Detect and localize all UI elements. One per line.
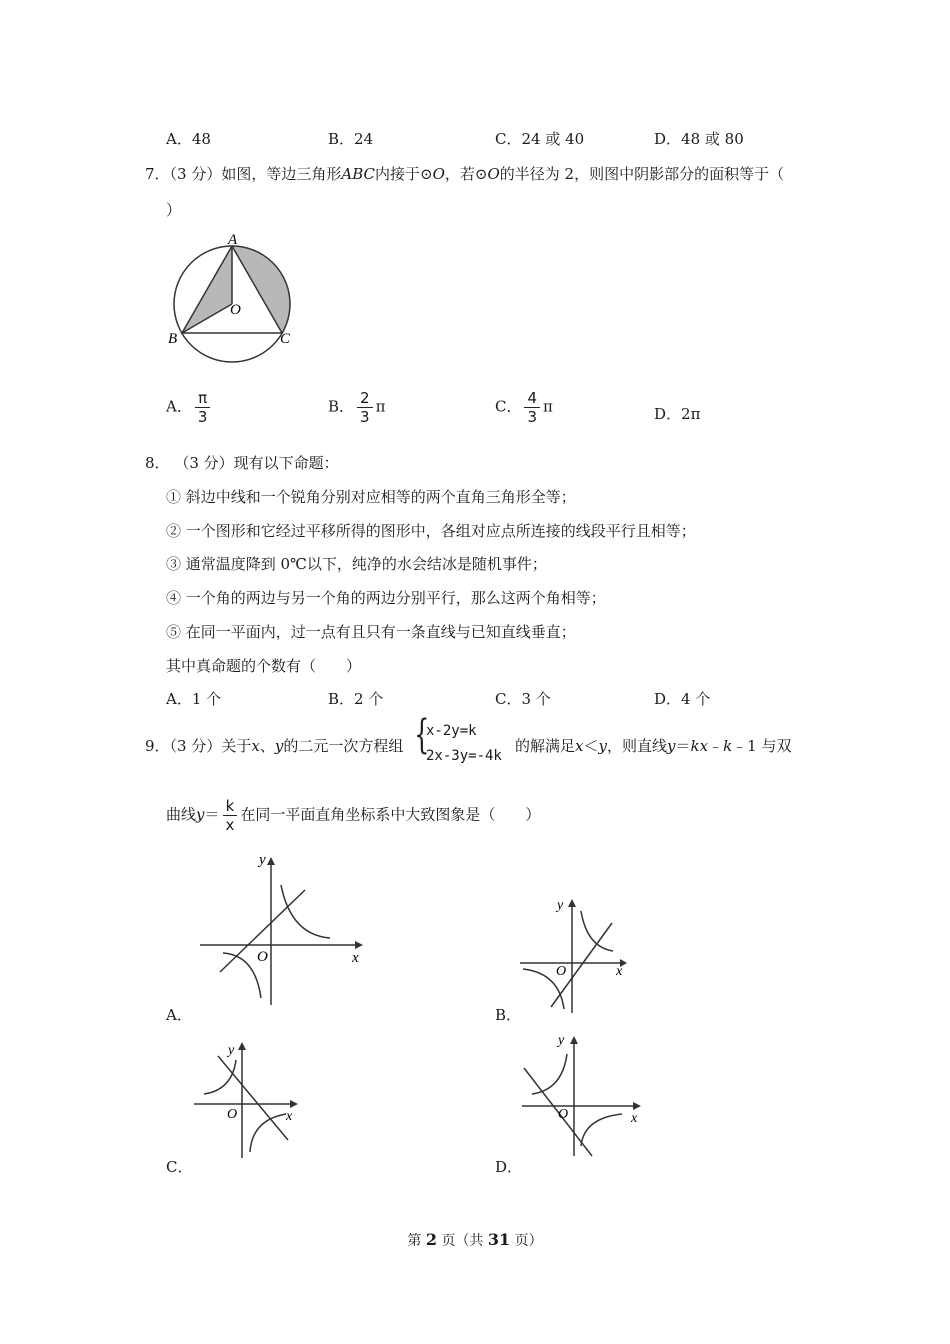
- graph-c-y-label: y: [228, 1043, 235, 1058]
- q8-item-3: ③ 通常温度降到 0℃以下，纯净的水会结冰是随机事件；: [166, 555, 547, 573]
- graph-a-origin-label: O: [257, 949, 268, 965]
- q7-shaded-segment: [232, 246, 290, 333]
- q9-graph-b: [515, 895, 635, 1015]
- graph-d-x-label: x: [631, 1111, 638, 1126]
- q7-option-b: B． $\frac{2}{3}$ π: [328, 389, 386, 426]
- q7-option-d: D．2π: [654, 405, 701, 423]
- graph-a-y-label: y: [259, 852, 266, 868]
- q9-graph-a: [195, 850, 370, 1010]
- page-footer: 第 2 页（共 31 页）: [407, 1230, 543, 1249]
- q9-equation-2: 2x-3y=-4k: [426, 748, 502, 764]
- q8-item-4: ④ 一个角的两边与另一个角的两边分别平行，那么这两个角相等；: [166, 589, 606, 607]
- q9-graph-d: [518, 1030, 648, 1160]
- q7-figure: [160, 228, 310, 374]
- q9-equation-1: x-2y=k: [426, 723, 477, 739]
- q8-option-a: A．1 个: [166, 690, 222, 708]
- q7-option-a: A． $\frac{\pi}{3}$: [166, 389, 213, 426]
- q8-question: 其中真命题的个数有（ ）: [166, 657, 362, 675]
- q9-graph-c: [190, 1040, 310, 1160]
- graph-b-origin-label: O: [556, 964, 567, 979]
- q7-label-c: C: [280, 331, 291, 347]
- q8-option-c: C．3 个: [495, 690, 551, 708]
- q8-stem: 8． （3 分）现有以下命题：: [145, 454, 339, 472]
- q6-option-b: B．24: [328, 130, 374, 148]
- q9-stem-part3: 曲线y＝ $\frac{k}{x}$ 在同一平面直角坐标系中大致图象是（ ）: [166, 797, 541, 834]
- q9-graph-b-label: B．: [495, 1006, 522, 1024]
- q7-stem-close: ）: [166, 201, 182, 219]
- graph-d-y-label: y: [558, 1033, 565, 1048]
- q8-item-5: ⑤ 在同一平面内，过一点有且只有一条直线与已知直线垂直；: [166, 623, 576, 641]
- q8-item-1: ① 斜边中线和一个锐角分别对应相等的两个直角三角形全等；: [166, 488, 576, 506]
- graph-b-y-label: y: [557, 898, 564, 913]
- q7-label-b: B: [168, 331, 178, 347]
- graph-a-x-label: x: [352, 950, 359, 966]
- q6-option-a: A．48: [166, 130, 211, 148]
- q9-graph-d-label: D．: [495, 1158, 523, 1176]
- q7-label-o: O: [230, 302, 241, 318]
- q6-option-c: C．24 或 40: [495, 130, 585, 148]
- q9-graph-c-label: C．: [166, 1158, 193, 1176]
- q8-option-b: B．2 个: [328, 690, 384, 708]
- q9-stem-part2: 的解满足x＜y，则直线y＝kx﹣k﹣1 与双: [515, 737, 792, 755]
- q7-stem: 7．（3 分）如图，等边三角形ABC内接于⊙O，若⊙O的半径为 2，则图中阴影部分的面积等于（: [145, 165, 785, 183]
- graph-d-origin-label: O: [558, 1107, 569, 1122]
- q7-label-a: A: [228, 232, 238, 248]
- q9-graph-a-label: A．: [166, 1006, 192, 1024]
- q8-item-2: ② 一个图形和它经过平移所得的图形中，各组对应点所连接的线段平行且相等；: [166, 522, 696, 540]
- graph-c-x-label: x: [286, 1109, 293, 1124]
- q6-option-d: D．48 或 80: [654, 130, 744, 148]
- graph-b-x-label: x: [616, 964, 623, 979]
- graph-c-origin-label: O: [227, 1107, 238, 1122]
- q9-system-brace: {: [414, 712, 430, 758]
- q7-option-c: C． $\frac{4}{3}$ π: [495, 389, 553, 426]
- q8-option-d: D．4 个: [654, 690, 711, 708]
- q9-stem-part1: 9．（3 分）关于x、y的二元一次方程组: [145, 737, 404, 755]
